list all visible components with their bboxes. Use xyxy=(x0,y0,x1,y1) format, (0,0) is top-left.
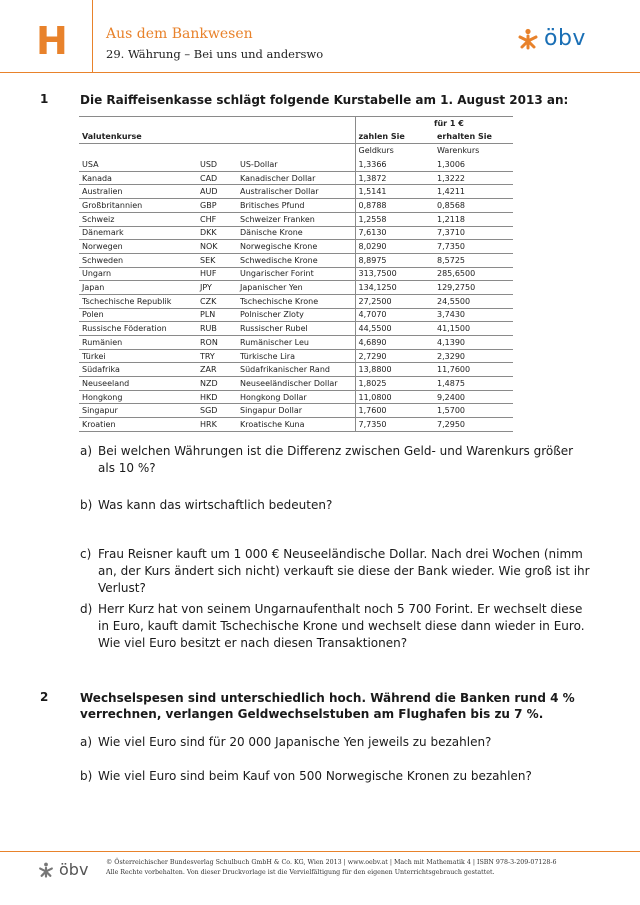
task-item xyxy=(80,601,590,652)
table-row xyxy=(79,267,513,281)
task-item xyxy=(80,734,590,751)
currency-cell: Australischer Dollar xyxy=(237,185,355,199)
sell-rate-cell: 24,5500 xyxy=(434,294,513,308)
currency-cell: Rumänischer Leu xyxy=(237,336,355,350)
chapter-title: Aus dem Bankwesen xyxy=(106,26,253,42)
buy-rate-cell: 1,3872 xyxy=(355,171,434,185)
item-text: Wie viel Euro sind für 20 000 Japanische Yen jeweils zu bezahlen? xyxy=(98,735,492,749)
country-cell: Ungarn xyxy=(79,267,197,281)
code-cell: GBP xyxy=(197,199,237,213)
sub-sell-header: Warenkurs xyxy=(437,146,480,156)
col-sell-header: erhalten Sie xyxy=(434,130,513,144)
currency-cell: Neuseeländischer Dollar xyxy=(237,377,355,391)
currency-cell: Südafrikanischer Rand xyxy=(237,363,355,377)
footer-copyright xyxy=(106,858,626,877)
country-cell: Japan xyxy=(79,281,197,295)
code-cell: TRY xyxy=(197,349,237,363)
buy-rate-cell: 1,5141 xyxy=(355,185,434,199)
buy-rate-cell: 4,7070 xyxy=(355,308,434,322)
buy-rate-cell: 134,1250 xyxy=(355,281,434,295)
task-1-heading: Die Raiffeisenkasse schlägt folgende Kurstabelle am 1. August 2013 an: xyxy=(80,93,569,107)
logo-text: öbv xyxy=(544,26,586,51)
sell-rate-cell: 7,2950 xyxy=(434,418,513,432)
code-cell: HRK xyxy=(197,418,237,432)
code-cell: USD xyxy=(197,158,237,172)
buy-rate-cell: 13,8800 xyxy=(355,363,434,377)
buy-rate-cell: 1,2558 xyxy=(355,212,434,226)
table-row xyxy=(79,240,513,254)
currency-cell: Kanadischer Dollar xyxy=(237,171,355,185)
country-cell: Kanada xyxy=(79,171,197,185)
sell-rate-cell: 129,2750 xyxy=(434,281,513,295)
sell-rate-cell: 285,6500 xyxy=(434,267,513,281)
table-row xyxy=(79,253,513,267)
sell-rate-cell: 2,3290 xyxy=(434,349,513,363)
code-cell: NZD xyxy=(197,377,237,391)
sell-rate-cell: 41,1500 xyxy=(434,322,513,336)
task-item xyxy=(80,443,590,477)
task-item xyxy=(80,768,590,785)
buy-rate-cell: 1,3366 xyxy=(355,158,434,172)
sell-rate-cell: 1,2118 xyxy=(434,212,513,226)
currency-cell: Singapur Dollar xyxy=(237,404,355,418)
sell-rate-cell: 3,7430 xyxy=(434,308,513,322)
sell-rate-cell: 7,7350 xyxy=(434,240,513,254)
col-buy-header: zahlen Sie xyxy=(355,130,434,144)
sub-buy-header: Geldkurs xyxy=(355,144,434,158)
country-cell: Schweden xyxy=(79,253,197,267)
table-row xyxy=(79,404,513,418)
currency-cell: Tschechische Krone xyxy=(237,294,355,308)
currency-cell: Ungarischer Forint xyxy=(237,267,355,281)
item-text: Bei welchen Währungen ist die Differenz zwischen Geld- und Warenkurs größer als 10 %? xyxy=(98,444,574,475)
sell-rate-cell: 1,3006 xyxy=(434,158,513,172)
country-cell: Polen xyxy=(79,308,197,322)
currency-cell: Türkische Lira xyxy=(237,349,355,363)
table-row xyxy=(79,363,513,377)
table-row xyxy=(79,377,513,391)
task-item xyxy=(80,546,590,597)
table-row xyxy=(79,199,513,213)
unit-header: für 1 € xyxy=(434,117,513,131)
buy-rate-cell: 8,0290 xyxy=(355,240,434,254)
buy-rate-cell: 4,6890 xyxy=(355,336,434,350)
sell-rate-cell: 1,4875 xyxy=(434,377,513,391)
table-row xyxy=(79,336,513,350)
buy-rate-cell: 1,8025 xyxy=(355,377,434,391)
buy-rate-cell: 7,7350 xyxy=(355,418,434,432)
item-label: a) xyxy=(80,735,93,749)
country-cell: USA xyxy=(79,158,197,172)
code-cell: JPY xyxy=(197,281,237,295)
task-item xyxy=(80,497,590,514)
table-row xyxy=(79,212,513,226)
buy-rate-cell: 7,6130 xyxy=(355,226,434,240)
footer-line-2: Alle Rechte vorbehalten. Von dieser Druckvorlage ist die Vervielfältigung für den eigenen Unterrichtsgebrauch gestattet. xyxy=(106,868,495,876)
buy-rate-cell: 8,8975 xyxy=(355,253,434,267)
buy-rate-cell: 44,5500 xyxy=(355,322,434,336)
country-cell: Neuseeland xyxy=(79,377,197,391)
currency-cell: Norwegische Krone xyxy=(237,240,355,254)
currency-cell: Britisches Pfund xyxy=(237,199,355,213)
table-row xyxy=(79,226,513,240)
item-label: c) xyxy=(80,547,92,561)
item-label: d) xyxy=(80,602,93,616)
chapter-subtitle: 29. Währung – Bei uns und anderswo xyxy=(106,47,324,61)
buy-rate-cell: 0,8788 xyxy=(355,199,434,213)
code-cell: CZK xyxy=(197,294,237,308)
country-cell: Hongkong xyxy=(79,390,197,404)
sell-rate-cell: 1,5700 xyxy=(434,404,513,418)
code-cell: DKK xyxy=(197,226,237,240)
sell-rate-cell: 1,3222 xyxy=(434,171,513,185)
task-2-heading: Wechselspesen sind unterschiedlich hoch. Während die Banken rund 4 % verrechnen, verlangen Geldwechselstuben am Flughafen bis zu 7 %. xyxy=(80,691,575,721)
code-cell: RUB xyxy=(197,322,237,336)
sell-rate-cell: 9,2400 xyxy=(434,390,513,404)
sell-rate-cell: 11,7600 xyxy=(434,363,513,377)
table-row xyxy=(79,308,513,322)
oebv-star-icon xyxy=(517,28,539,50)
header-divider xyxy=(92,0,93,72)
task-1-number: 1 xyxy=(40,92,49,106)
item-text: Frau Reisner kauft um 1 000 € Neuseeländische Dollar. Nach drei Wochen (nimm an, der Kurs ändert sich nicht) verkauft sie diese der Bank wieder. Wie groß ist ihr Verlust? xyxy=(98,547,590,595)
footer-logo-text: öbv xyxy=(59,860,89,879)
item-text: Herr Kurz hat von seinem Ungarnaufenthalt noch 5 700 Forint. Er wechselt diese in Euro, kauft damit Tschechische Krone und wechselt diese dann wieder in Euro. Wie viel Euro besitzt er nach diesen Transaktionen? xyxy=(98,602,585,650)
publisher-logo xyxy=(517,26,586,51)
sell-rate-cell: 7,3710 xyxy=(434,226,513,240)
country-cell: Schweiz xyxy=(79,212,197,226)
currency-cell: Russischer Rubel xyxy=(237,322,355,336)
sell-rate-cell: 4,1390 xyxy=(434,336,513,350)
currency-cell: Kroatische Kuna xyxy=(237,418,355,432)
exchange-rate-table xyxy=(79,116,513,432)
country-cell: Australien xyxy=(79,185,197,199)
code-cell: AUD xyxy=(197,185,237,199)
sell-rate-cell: 0,8568 xyxy=(434,199,513,213)
code-cell: PLN xyxy=(197,308,237,322)
country-cell: Russische Föderation xyxy=(79,322,197,336)
code-cell: NOK xyxy=(197,240,237,254)
currency-cell: Hongkong Dollar xyxy=(237,390,355,404)
currency-cell: Japanischer Yen xyxy=(237,281,355,295)
currency-cell: Schwedische Krone xyxy=(237,253,355,267)
footer-logo xyxy=(38,860,88,879)
buy-rate-cell: 2,7290 xyxy=(355,349,434,363)
table-row xyxy=(79,418,513,432)
table-row xyxy=(79,158,513,172)
currency-cell: Polnischer Zloty xyxy=(237,308,355,322)
buy-rate-cell: 1,7600 xyxy=(355,404,434,418)
oebv-star-icon xyxy=(38,862,54,878)
table-title: Valutenkurse xyxy=(79,130,197,144)
table-header-row-3 xyxy=(79,144,513,158)
table-row xyxy=(79,294,513,308)
item-label: b) xyxy=(80,769,93,783)
sell-rate-cell: 8,5725 xyxy=(434,253,513,267)
table-row xyxy=(79,349,513,363)
item-label: b) xyxy=(80,498,93,512)
currency-cell: Schweizer Franken xyxy=(237,212,355,226)
country-cell: Norwegen xyxy=(79,240,197,254)
country-cell: Kroatien xyxy=(79,418,197,432)
table-row xyxy=(79,390,513,404)
code-cell: SEK xyxy=(197,253,237,267)
currency-cell: Dänische Krone xyxy=(237,226,355,240)
buy-rate-cell: 313,7500 xyxy=(355,267,434,281)
table-header-row-2 xyxy=(79,130,513,144)
table-row xyxy=(79,281,513,295)
buy-rate-cell: 11,0800 xyxy=(355,390,434,404)
buy-rate-cell: 27,2500 xyxy=(355,294,434,308)
currency-cell: US-Dollar xyxy=(237,158,355,172)
header-rule xyxy=(0,72,640,73)
item-text: Wie viel Euro sind beim Kauf von 500 Norwegische Kronen zu bezahlen? xyxy=(98,769,532,783)
table-header-row-1 xyxy=(79,117,513,131)
table-row xyxy=(79,322,513,336)
table-row xyxy=(79,171,513,185)
country-cell: Türkei xyxy=(79,349,197,363)
item-label: a) xyxy=(80,444,93,458)
code-cell: SGD xyxy=(197,404,237,418)
code-cell: HKD xyxy=(197,390,237,404)
chapter-letter: H xyxy=(36,19,68,63)
sell-rate-cell: 1,4211 xyxy=(434,185,513,199)
country-cell: Singapur xyxy=(79,404,197,418)
item-text: Was kann das wirtschaftlich bedeuten? xyxy=(98,498,333,512)
task-2-number: 2 xyxy=(40,690,49,704)
code-cell: ZAR xyxy=(197,363,237,377)
country-cell: Großbritannien xyxy=(79,199,197,213)
code-cell: RON xyxy=(197,336,237,350)
country-cell: Tschechische Republik xyxy=(79,294,197,308)
table-row xyxy=(79,185,513,199)
country-cell: Rumänien xyxy=(79,336,197,350)
footer-line-1: © Österreichischer Bundesverlag Schulbuch GmbH & Co. KG, Wien 2013 | www.oebv.at | Mach mit Mathematik 4 | ISBN 978-3-209-07128-6 xyxy=(106,859,557,866)
country-cell: Dänemark xyxy=(79,226,197,240)
code-cell: HUF xyxy=(197,267,237,281)
country-cell: Südafrika xyxy=(79,363,197,377)
code-cell: CHF xyxy=(197,212,237,226)
code-cell: CAD xyxy=(197,171,237,185)
footer-rule xyxy=(0,851,640,852)
